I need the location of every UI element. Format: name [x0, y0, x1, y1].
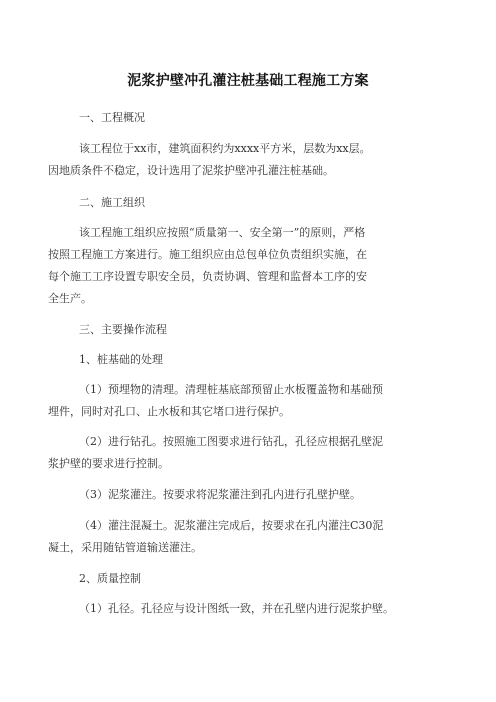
- paragraph-line: 浆护壁的要求进行控制。: [48, 457, 169, 470]
- paragraph-line: （2）进行钻孔。按照施工图要求进行钻孔，孔径应根据孔壁泥: [79, 435, 383, 448]
- paragraph-line: 因地质条件不稳定，设计选用了泥浆护壁冲孔灌注桩基础。: [48, 164, 334, 177]
- subsection-heading-quality-control: 2、质量控制: [79, 572, 141, 585]
- paragraph-line: 该工程施工组织应按照“质量第一、安全第一”的原则，严格: [79, 226, 366, 239]
- document-title: 泥浆护壁冲孔灌注桩基础工程施工方案: [127, 73, 369, 89]
- paragraph-line: 按照工程施工方案进行。施工组织应由总包单位负责组织实施，在: [48, 248, 367, 261]
- paragraph-line: 埋件，同时对孔口、止水板和其它堵口进行保护。: [48, 405, 290, 418]
- paragraph-line: （1）孔径。孔径应与设计图纸一致，并在孔壁内进行泥浆护壁。: [79, 602, 394, 615]
- paragraph-line: 每个施工工序设置专职安全员，负责协调、管理和监督本工序的安: [48, 270, 367, 283]
- paragraph-line: （1）预埋物的清理。清理桩基底部预留止水板覆盖物和基础预: [79, 383, 383, 396]
- section-heading-organization: 二、施工组织: [79, 196, 145, 209]
- paragraph-line: （3）泥浆灌注。按要求将泥浆灌注到孔内进行孔壁护壁。: [79, 488, 361, 501]
- paragraph-line: 该工程位于xx市，建筑面积约为xxxx平方米，层数为xx层。: [79, 142, 371, 155]
- section-heading-overview: 一、工程概况: [79, 111, 145, 124]
- subsection-heading-pile-treatment: 1、桩基础的处理: [79, 353, 163, 366]
- paragraph-line: 凝土，采用随钻管道输送灌注。: [48, 541, 202, 554]
- paragraph-line: （4）灌注混凝土。泥浆灌注完成后，按要求在孔内灌注C30泥: [79, 519, 384, 532]
- section-heading-process: 三、主要操作流程: [79, 323, 167, 336]
- paragraph-line: 全生产。: [48, 292, 92, 305]
